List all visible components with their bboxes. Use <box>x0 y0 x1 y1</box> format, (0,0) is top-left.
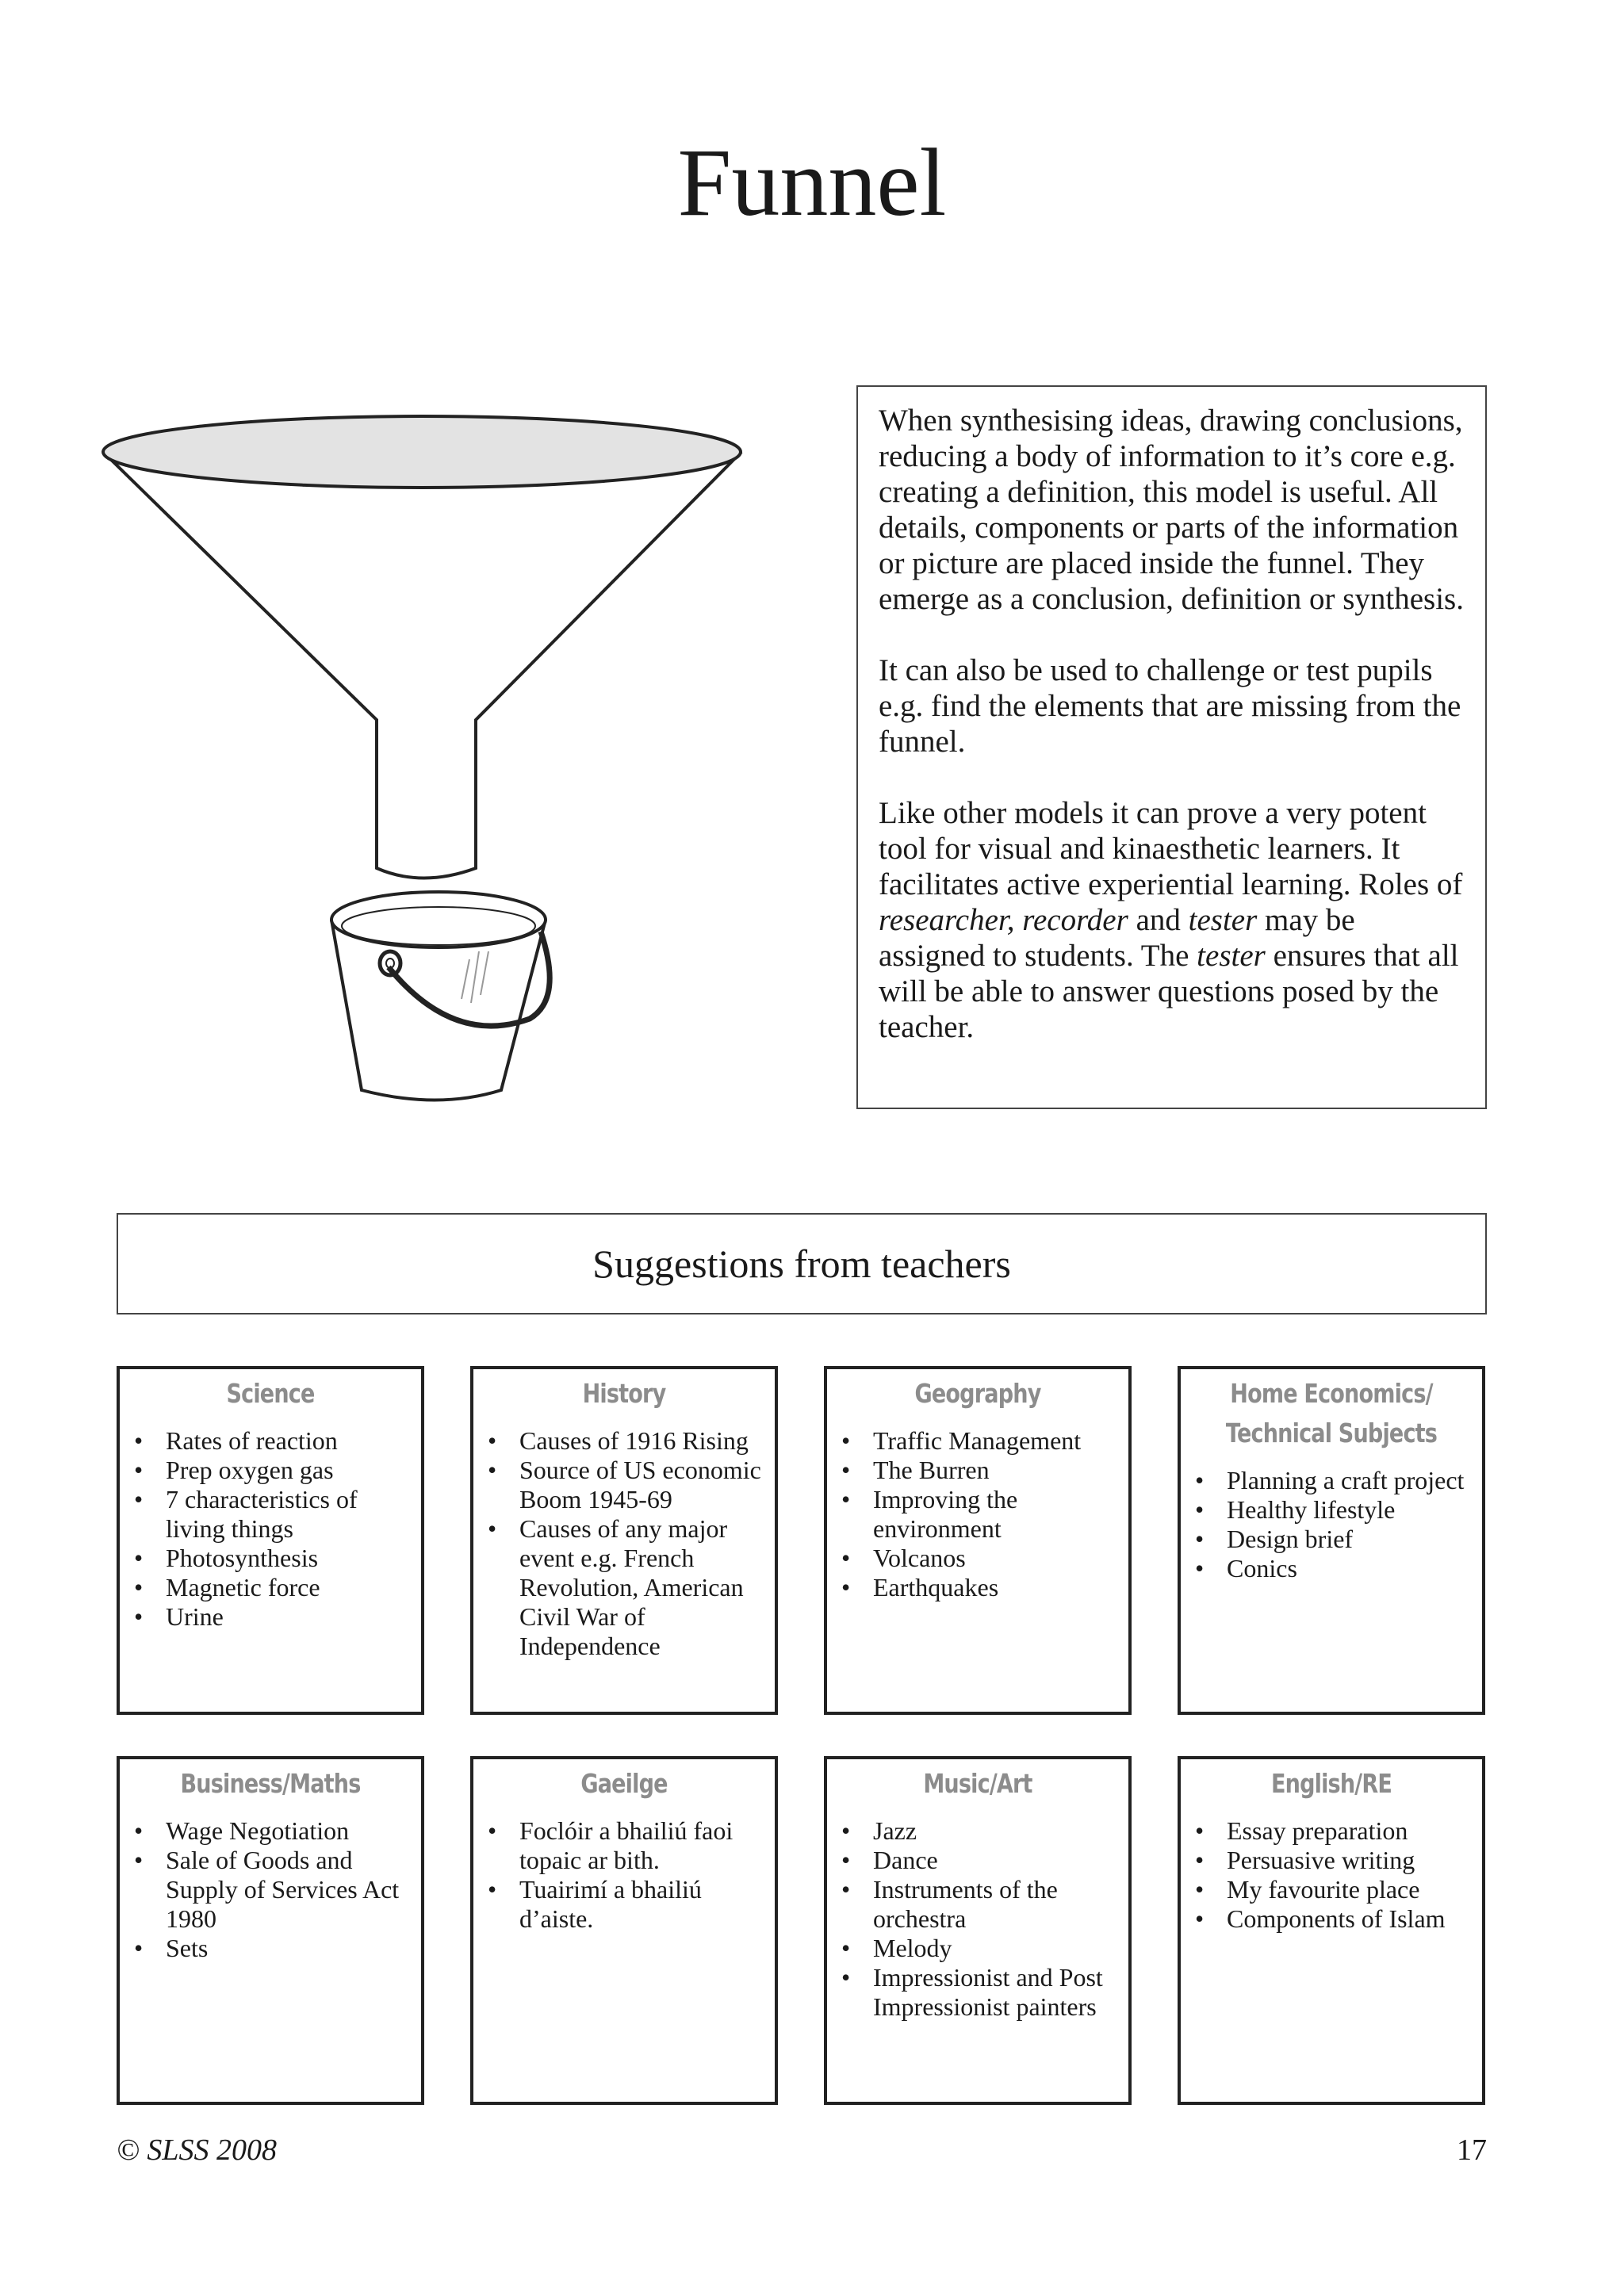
subject-list <box>835 1426 1120 1602</box>
funnel-icon <box>103 416 741 878</box>
role-tester: tester <box>1188 903 1258 937</box>
description-paragraph-1: When synthesising ideas, drawing conclusions, reducing a body of information to it’s core e.g. creating a definition, this model is useful. All details, components or parts of the information or picture are placed inside the funnel. They emerge as a conclusion, definition or synthesis. <box>879 404 1464 616</box>
subject-box-music-art <box>824 1756 1132 2105</box>
page-number: 17 <box>1457 2133 1487 2167</box>
list-item: • Sale of Goods and Supply of Services Act 1980 <box>128 1846 413 1934</box>
funnel-and-bucket-illustration <box>95 412 777 1110</box>
subject-title: Business/Maths <box>180 1768 361 1799</box>
list-item: • Photosynthesis <box>128 1544 413 1573</box>
list-item: • 7 characteristics of living things <box>128 1485 413 1544</box>
description-paragraph-3: Like other models it can prove a very potent tool for visual and kinaesthetic learners. It facilitates active experiential learning. Roles of researcher, recorder and tester may be assigned to students. The tester ensures that all will be able to answer questions posed by the teacher. <box>879 796 1463 1044</box>
list-item: • Causes of 1916 Rising <box>481 1426 767 1456</box>
subject-title: Gaeilge <box>580 1768 668 1799</box>
subject-box-home-economics <box>1178 1366 1485 1715</box>
list-item: • Improving the environment <box>835 1485 1120 1544</box>
list-item: • Traffic Management <box>835 1426 1120 1456</box>
list-item: • Tuairimí a bhailiú d’aiste. <box>481 1875 767 1934</box>
list-item: • Essay preparation <box>1189 1816 1474 1846</box>
list-item: • Sets <box>128 1934 413 1963</box>
subject-title: Science <box>226 1378 315 1409</box>
suggestions-header: Suggestions from teachers <box>117 1213 1487 1314</box>
bucket-icon <box>331 892 550 1100</box>
subject-list <box>128 1816 413 1963</box>
subject-list <box>1189 1466 1474 1583</box>
list-item: • Healthy lifestyle <box>1189 1495 1474 1525</box>
list-item: • Jazz <box>835 1816 1120 1846</box>
role-tester: tester <box>1197 939 1266 973</box>
list-item: • Impressionist and Post Impressionist painters <box>835 1963 1120 2022</box>
subject-box-history <box>470 1366 778 1715</box>
subject-list <box>481 1426 767 1661</box>
list-item: • Design brief <box>1189 1525 1474 1554</box>
list-item: • Instruments of the orchestra <box>835 1875 1120 1934</box>
list-item: • Rates of reaction <box>128 1426 413 1456</box>
list-item: • Source of US economic Boom 1945-69 <box>481 1456 767 1514</box>
list-item: • Earthquakes <box>835 1573 1120 1602</box>
description-box <box>856 385 1487 1109</box>
subject-list <box>1189 1816 1474 1934</box>
subject-list <box>835 1816 1120 2022</box>
subject-list <box>128 1426 413 1632</box>
list-item: • Conics <box>1189 1554 1474 1583</box>
subject-box-business-maths <box>117 1756 424 2105</box>
list-item: • Urine <box>128 1602 413 1632</box>
page-title: Funnel <box>677 129 947 236</box>
list-item: • Planning a craft project <box>1189 1466 1474 1495</box>
list-item: • Causes of any major event e.g. French Revolution, American Civil War of Independence <box>481 1514 767 1661</box>
list-item: • Foclóir a bhailiú faoi topaic ar bith. <box>481 1816 767 1875</box>
list-item: • Wage Negotiation <box>128 1816 413 1846</box>
list-item: • Components of Islam <box>1189 1904 1474 1934</box>
role-researcher-recorder: researcher, recorder <box>879 903 1128 937</box>
list-item: • Persuasive writing <box>1189 1846 1474 1875</box>
description-paragraph-2: It can also be used to challenge or test pupils e.g. find the elements that are missing from the funnel. <box>879 653 1461 759</box>
subject-title: Music/Art <box>923 1768 1032 1799</box>
list-item: • Dance <box>835 1846 1120 1875</box>
subject-title: Geography <box>914 1378 1041 1409</box>
subject-box-science <box>117 1366 424 1715</box>
subject-title: Home Economics/ Technical Subjects <box>1225 1378 1438 1448</box>
subject-box-gaeilge <box>470 1756 778 2105</box>
list-item: • Prep oxygen gas <box>128 1456 413 1485</box>
subject-box-geography <box>824 1366 1132 1715</box>
list-item: • Melody <box>835 1934 1120 1963</box>
subject-title: English/RE <box>1270 1768 1392 1799</box>
copyright: © SLSS 2008 <box>117 2133 278 2167</box>
list-item: • The Burren <box>835 1456 1120 1485</box>
list-item: • Volcanos <box>835 1544 1120 1573</box>
subject-list <box>481 1816 767 1934</box>
subject-box-english-re <box>1178 1756 1485 2105</box>
list-item: • Magnetic force <box>128 1573 413 1602</box>
list-item: • My favourite place <box>1189 1875 1474 1904</box>
subject-title: History <box>582 1378 666 1409</box>
